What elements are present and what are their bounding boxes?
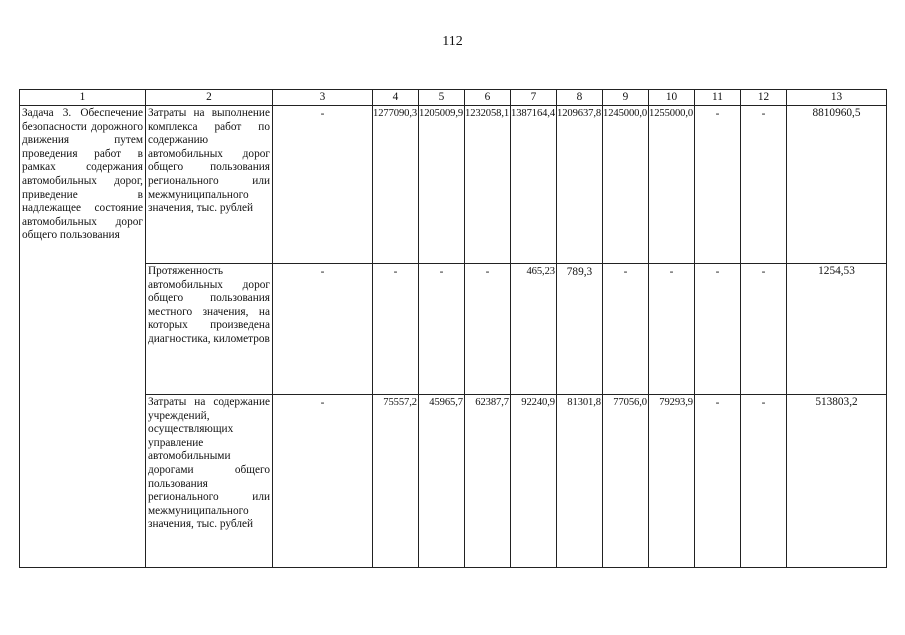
column-header-12: 12 xyxy=(741,90,787,106)
indicator-name: Затраты на содержание учреждений, осуществляющих управление автомобильными дорогами общего пользования регионального или межмуниципального значения, тыс. рублей xyxy=(146,395,273,568)
value-cell: 1209637,8 xyxy=(557,106,603,264)
value-cell: - xyxy=(603,264,649,395)
value-cell: - xyxy=(273,106,373,264)
table-row xyxy=(20,106,887,264)
column-header-7: 7 xyxy=(511,90,557,106)
value-cell: 1255000,0 xyxy=(649,106,695,264)
page-number: 112 xyxy=(442,34,463,49)
value-cell: 1232058,1 xyxy=(465,106,511,264)
value-cell: 1387164,4 xyxy=(511,106,557,264)
task-description: Задача 3. Обеспечение безопасности дорожного движения путем проведения работ в рамках содержания автомобильных дорог, приведение в надлежащее состояние автомобильных дорог общего пользования xyxy=(20,106,146,568)
column-header-11: 11 xyxy=(695,90,741,106)
header-row xyxy=(20,90,887,106)
column-header-6: 6 xyxy=(465,90,511,106)
value-cell: - xyxy=(695,395,741,568)
column-header-1: 1 xyxy=(20,90,146,106)
table-row xyxy=(20,264,887,395)
value-cell: - xyxy=(695,264,741,395)
column-header-3: 3 xyxy=(273,90,373,106)
value-cell: - xyxy=(273,395,373,568)
value-cell: 1205009,9 xyxy=(419,106,465,264)
value-cell: - xyxy=(741,264,787,395)
total-cell: 1254,53 xyxy=(787,264,887,395)
column-header-8: 8 xyxy=(557,90,603,106)
value-cell: 77056,0 xyxy=(603,395,649,568)
column-header-4: 4 xyxy=(373,90,419,106)
indicator-name: Затраты на выполнение комплекса работ по содержанию автомобильных дорог общего пользования регионального или межмуниципального значения, тыс. рублей xyxy=(146,106,273,264)
column-header-5: 5 xyxy=(419,90,465,106)
table-row xyxy=(20,395,887,568)
value-cell: - xyxy=(465,264,511,395)
value-cell: - xyxy=(373,264,419,395)
value-cell: - xyxy=(695,106,741,264)
total-cell: 513803,2 xyxy=(787,395,887,568)
value-cell: 789,3 xyxy=(557,264,603,395)
value-cell: 465,23 xyxy=(511,264,557,395)
value-cell: - xyxy=(741,106,787,264)
value-cell: 1277090,3 xyxy=(373,106,419,264)
column-header-9: 9 xyxy=(603,90,649,106)
program-indicators-table xyxy=(19,89,887,568)
value-cell: - xyxy=(649,264,695,395)
value-cell: 81301,8 xyxy=(557,395,603,568)
column-header-13: 13 xyxy=(787,90,887,106)
column-header-2: 2 xyxy=(146,90,273,106)
column-header-10: 10 xyxy=(649,90,695,106)
indicator-name: Протяженность автомобильных дорог общего пользования местного значения, на которых произведена диагностика, километров xyxy=(146,264,273,395)
value-cell: 79293,9 xyxy=(649,395,695,568)
value-cell: - xyxy=(273,264,373,395)
total-cell: 8810960,5 xyxy=(787,106,887,264)
value-cell: - xyxy=(741,395,787,568)
value-cell: - xyxy=(419,264,465,395)
value-cell: 75557,2 xyxy=(373,395,419,568)
value-cell: 45965,7 xyxy=(419,395,465,568)
value-cell: 92240,9 xyxy=(511,395,557,568)
value-cell: 1245000,0 xyxy=(603,106,649,264)
value-cell: 62387,7 xyxy=(465,395,511,568)
